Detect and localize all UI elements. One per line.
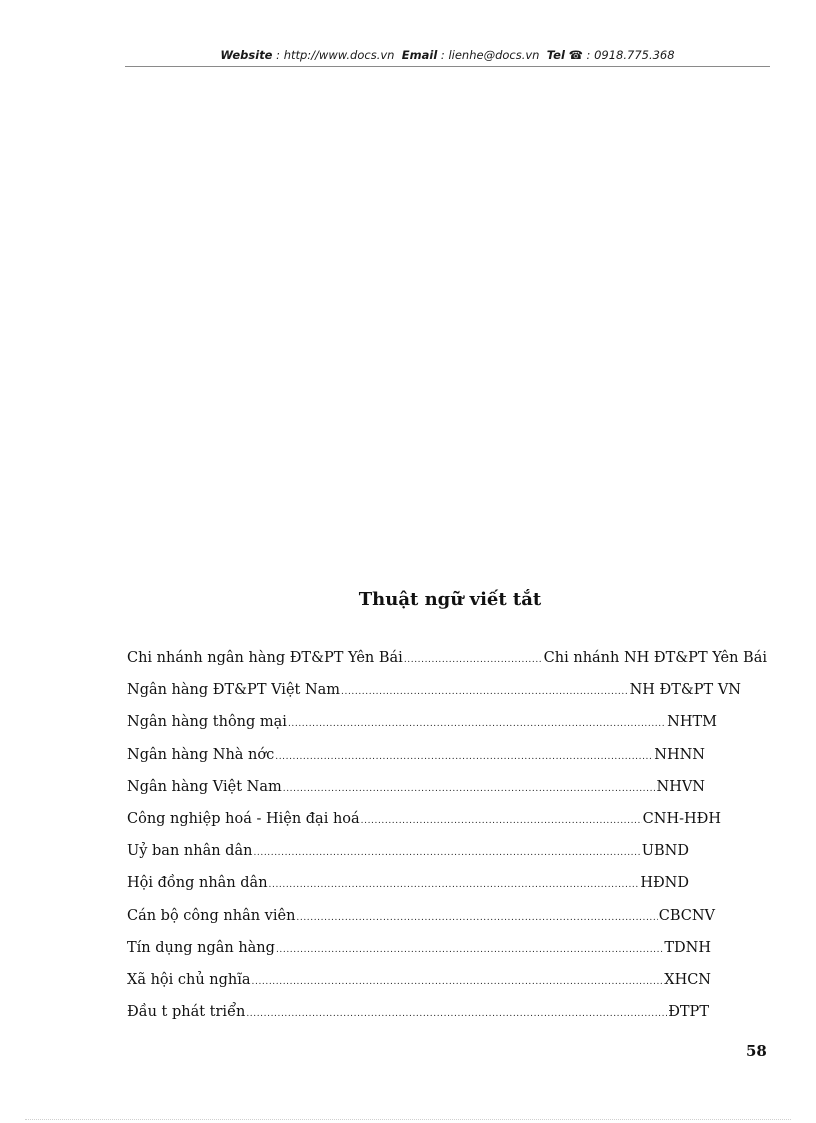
abbreviation-row: [127, 779, 705, 811]
tel-number: 0918.775.368: [594, 48, 675, 62]
leader-dots: [288, 719, 666, 729]
email-address[interactable]: lienhe@docs.vn: [448, 48, 540, 62]
leader-dots: [269, 880, 640, 890]
abbreviation-code: Chi nhánh NH ĐT&PT Yên Bái: [543, 650, 767, 666]
abbreviation-row: [127, 875, 689, 907]
abbreviation-term: Uỷ ban nhân dân: [127, 843, 253, 860]
abbreviation-row: [127, 1004, 709, 1036]
leader-dots: [341, 687, 629, 697]
tel-label: Tel: [546, 48, 565, 62]
abbreviation-code: UBND: [641, 843, 689, 860]
page-header: [125, 48, 770, 67]
abbreviation-code: NHNN: [654, 746, 705, 763]
abbreviation-row: [127, 843, 689, 875]
email-label: Email: [401, 48, 438, 62]
page-title: Thuật ngữ viết tắt: [358, 589, 542, 610]
phone-icon: ☎: [568, 48, 583, 62]
tel-sep: :: [582, 48, 595, 62]
leader-dots: [283, 784, 656, 794]
website-url[interactable]: http://www.docs.vn: [283, 48, 395, 62]
footer-divider: [25, 1119, 791, 1120]
page-number: 58: [746, 1042, 767, 1060]
abbreviation-code: TDNH: [664, 939, 711, 956]
abbreviation-code: CNH-HĐH: [642, 810, 721, 827]
leader-dots: [253, 848, 640, 858]
leader-dots: [296, 913, 657, 923]
abbreviation-row: [127, 682, 741, 714]
abbreviation-term: Xã hội chủ nghĩa: [127, 971, 251, 988]
email-sep: :: [437, 48, 449, 62]
abbreviation-row: [127, 714, 717, 746]
abbreviation-row: [127, 908, 715, 940]
abbreviation-row: [127, 940, 711, 972]
abbreviation-term: Ngân hàng Nhà nớc: [127, 746, 275, 763]
abbreviation-row: [127, 811, 721, 843]
abbreviation-code: XHCN: [664, 971, 711, 988]
abbreviation-term: Công nghiệp hoá - Hiện đại hoá: [127, 810, 360, 827]
abbreviation-list: [127, 650, 767, 1036]
abbreviation-code: CBCNV: [658, 907, 715, 924]
abbreviation-term: Chi nhánh ngân hàng ĐT&PT Yên Bái: [127, 650, 403, 666]
website-label: Website: [220, 48, 273, 62]
abbreviation-code: HĐND: [640, 875, 689, 892]
abbreviation-term: Cán bộ công nhân viên: [127, 907, 296, 924]
abbreviation-code: NH ĐT&PT VN: [629, 682, 741, 699]
abbreviation-code: ĐTPT: [668, 1004, 709, 1021]
abbreviation-term: Hội đồng nhân dân: [127, 875, 268, 892]
leader-dots: [275, 752, 653, 762]
abbreviation-row: [127, 972, 711, 1004]
leader-dots: [252, 977, 664, 987]
abbreviation-term: Ngân hàng Việt Nam: [127, 778, 282, 795]
abbreviation-code: NHVN: [656, 778, 705, 795]
abbreviation-term: Tín dụng ngân hàng: [127, 939, 275, 956]
leader-dots: [246, 1009, 667, 1019]
abbreviation-term: Ngân hàng ĐT&PT Việt Nam: [127, 682, 341, 699]
abbreviation-term: Ngân hàng thông mại: [127, 714, 287, 731]
abbreviation-row: [127, 650, 767, 682]
leader-dots: [404, 655, 543, 665]
leader-dots: [361, 816, 642, 826]
leader-dots: [276, 945, 663, 955]
abbreviation-code: NHTM: [667, 714, 717, 731]
website-sep: :: [272, 48, 284, 62]
abbreviation-row: [127, 747, 705, 779]
abbreviation-term: Đầu t phát triển: [127, 1004, 246, 1021]
